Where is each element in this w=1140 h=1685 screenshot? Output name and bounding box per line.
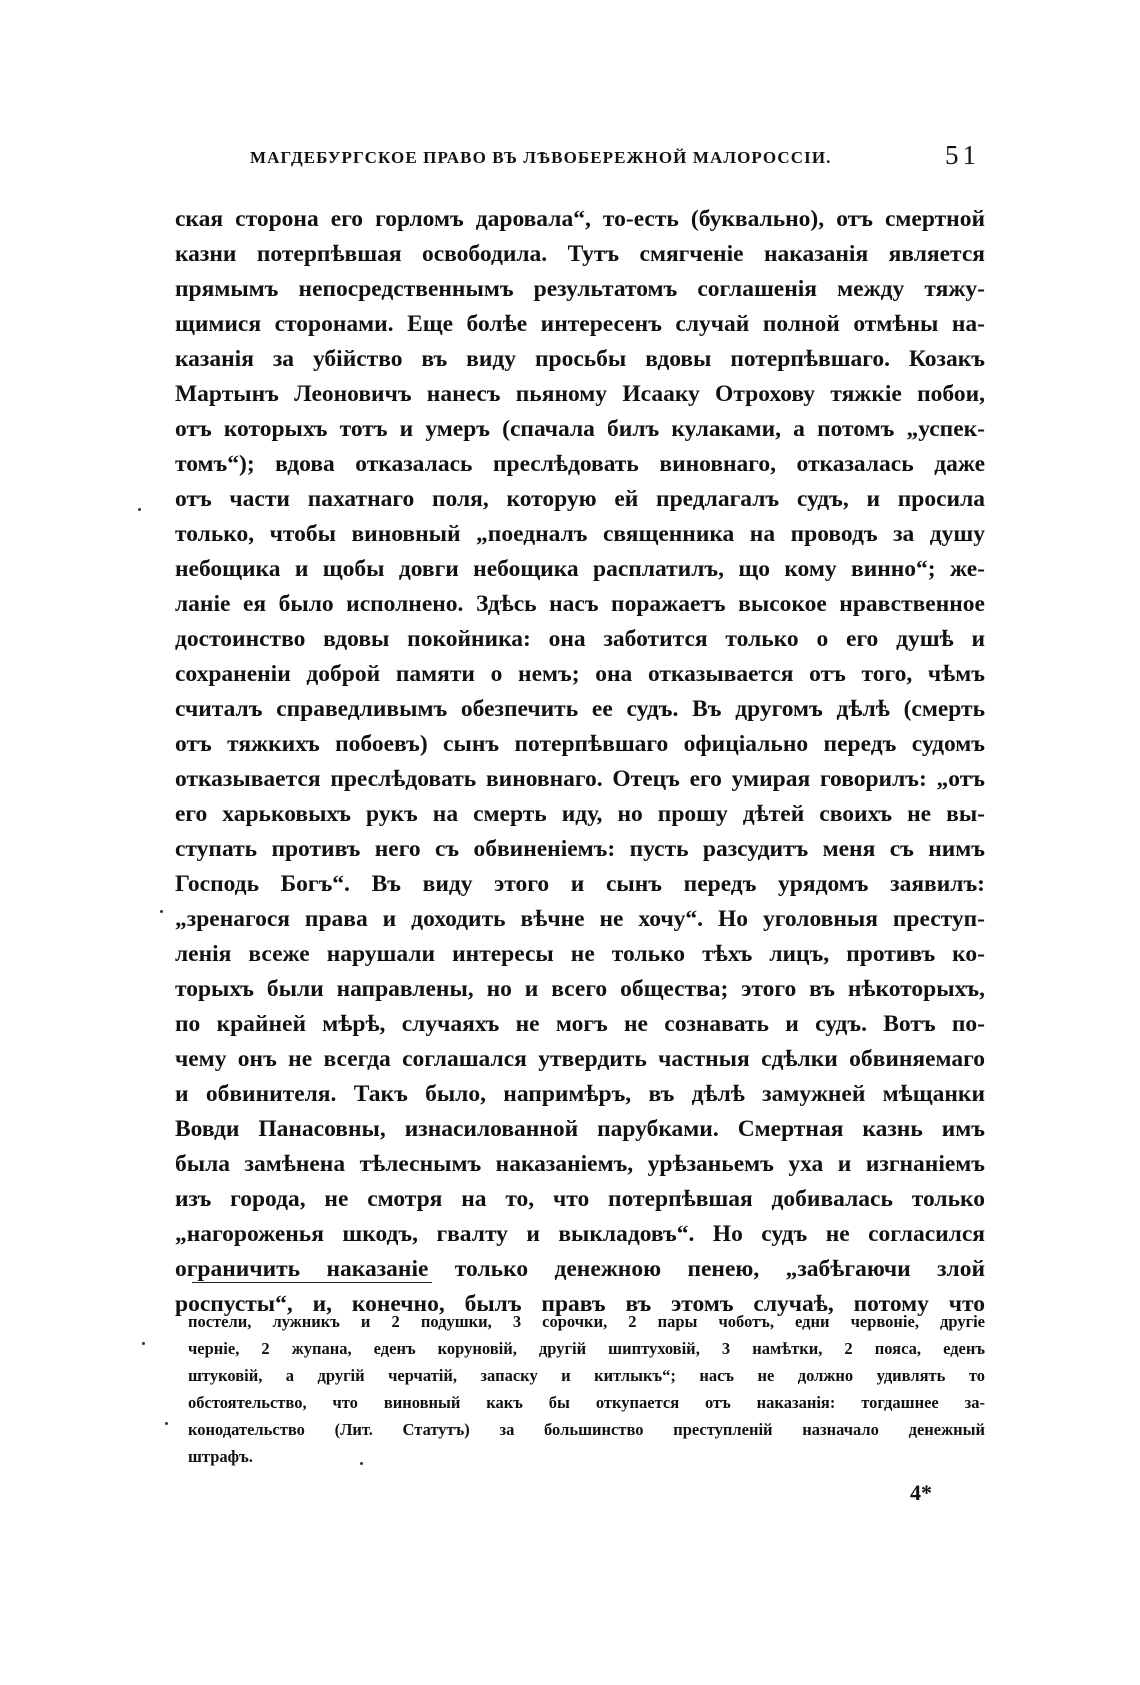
text-line: была замѣнена тѣлеснымъ наказаніемъ, урѣзаньемъ уха и изгнаніемъ [175,1151,985,1177]
text-line: отъ тяжкихъ побоевъ) сынъ потерпѣвшаго офиціально передъ судомъ [175,731,985,757]
text-line: Вовди Панасовны, изнасилованной парубками. Смертная казнь имъ [175,1116,985,1142]
text-line: сохраненіи доброй памяти о немъ; она отказывается отъ того, чѣмъ [175,661,985,687]
footnote-line: обстоятельство, что виновный какъ бы откупается отъ наказанія: тогдашнее за- [188,1393,985,1412]
scan-speck [138,508,141,511]
footnote-line: штуковій, а другій черчатій, запаску и китлыкъ“; насъ не должно удивлять то [188,1366,985,1385]
main-text [175,202,985,1322]
text-line: отказывается преслѣдовать виновнаго. Отецъ его умирая говорилъ: „отъ [175,766,985,792]
footnote-separator [192,1282,432,1283]
text-line: казни потерпѣвшая освободила. Тутъ смягченіе наказанія является [175,241,985,267]
running-title: МАГДЕБУРГСКОЕ ПРАВО ВЪ ЛѢВОБЕРЕЖНОЙ МАЛОРОССІИ. [250,148,832,167]
text-line: чему онъ не всегда соглашался утвердить частныя сдѣлки обвиняемаго [175,1046,985,1072]
text-line: его харьковыхъ рукъ на смерть иду, но прошу дѣтей своихъ не вы- [175,801,985,827]
text-line: достоинство вдовы покойника: она заботится только о его душѣ и [175,626,985,652]
text-line: ланіе ея было исполнено. Здѣсь насъ поражаетъ высокое нравственное [175,591,985,617]
text-line: Мартынъ Леоновичъ нанесъ пьяному Исааку Отрохову тяжкіе побои, [175,381,985,407]
scan-speck [360,1462,363,1465]
footnote-line: черніе, 2 жупана, еденъ коруновій, другій шиптуховій, 3 намѣтки, 2 пояса, еденъ [188,1339,985,1358]
text-line: считалъ справедливымъ обезпечить ее судъ. Въ другомъ дѣлѣ (смерть [175,696,985,722]
text-line: ограничить наказаніе только денежною пенею, „забѣгаючи злой [175,1256,985,1282]
text-line: небощика и щобы довги небощика расплатилъ, що кому винно“; же- [175,556,985,582]
text-line: „нагороженья шкодъ, гвалту и выкладовъ“. Но судъ не согласился [175,1221,985,1247]
text-line: отъ которыхъ тотъ и умеръ (спачала билъ кулаками, а потомъ „успек- [175,416,985,442]
scan-speck [142,1342,145,1345]
text-line: торыхъ были направлены, но и всего общества; этого въ нѣкоторыхъ, [175,976,985,1002]
running-head [250,140,980,180]
text-line: казанія за убійство въ виду просьбы вдовы потерпѣвшаго. Козакъ [175,346,985,372]
text-line: ленія всеже нарушали интересы не только тѣхъ лицъ, противъ ко- [175,941,985,967]
text-line: ская сторона его горломъ даровала“, то-есть (буквально), отъ смертной [175,206,985,232]
scan-speck [160,910,163,913]
text-line: и обвинителя. Такъ было, напримѣръ, въ дѣлѣ замужней мѣщанки [175,1081,985,1107]
footnote-line: штрафъ. [188,1447,253,1466]
footnote-line: конодательство (Лит. Статутъ) за большинство преступленій назначало денежный [188,1420,985,1439]
text-line: по крайней мѣрѣ, случаяхъ не могъ не сознавать и судъ. Вотъ по- [175,1011,985,1037]
text-line: роспусты“, и, конечно, былъ правъ въ этомъ случаѣ, потому что [175,1291,985,1317]
text-line: ступать противъ него съ обвиненіемъ: пусть разсудитъ меня съ нимъ [175,836,985,862]
text-line: изъ города, не смотря на то, что потерпѣвшая добивалась только [175,1186,985,1212]
printer-signature-mark: 4* [910,1480,932,1505]
footnote [188,1308,985,1470]
page-number: 51 [945,140,980,170]
text-line: щимися сторонами. Еще болѣе интересенъ случай полной отмѣны на- [175,311,985,337]
text-line: прямымъ непосредственнымъ результатомъ соглашенія между тяжу- [175,276,985,302]
text-line: томъ“); вдова отказалась преслѣдовать виновнаго, отказалась даже [175,451,985,477]
text-line: только, чтобы виновный „поедналъ священника на проводъ за душу [175,521,985,547]
text-line: „зренагося права и доходить вѣчне не хочу“. Но уголовныя преступ- [175,906,985,932]
text-line: отъ части пахатнаго поля, которую ей предлагалъ судъ, и просила [175,486,985,512]
text-line: Господь Богъ“. Въ виду этого и сынъ передъ урядомъ заявилъ: [175,871,985,897]
footnote-line: постели, лужникъ и 2 подушки, 3 сорочки, 2 пары чоботъ, едни червоніе, другіе [188,1312,985,1331]
scan-speck [165,1422,168,1425]
